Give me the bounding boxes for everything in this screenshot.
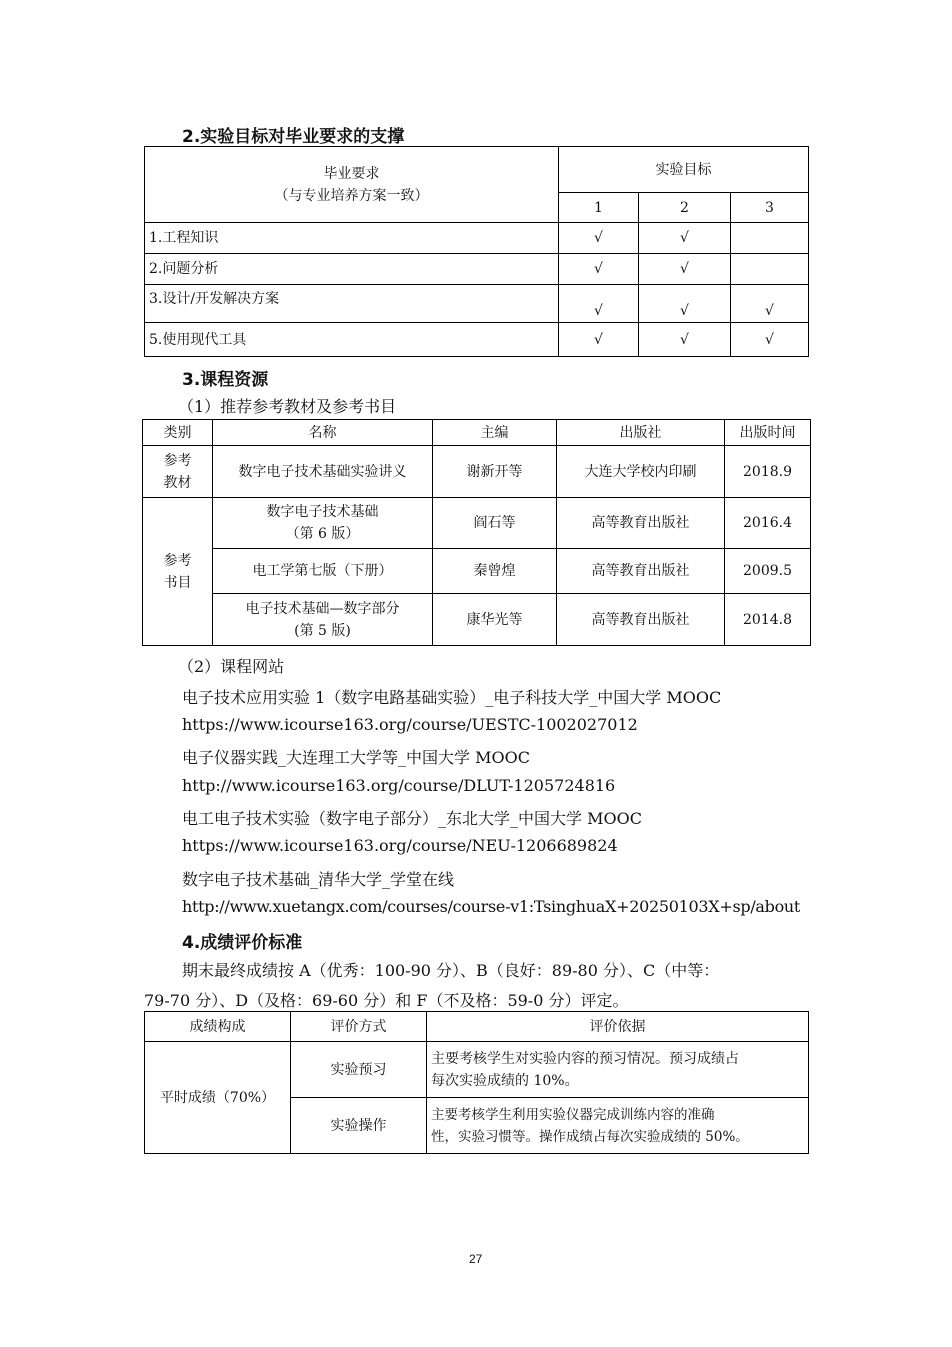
req-header-cell [145,147,559,223]
subsection-websites-title: （2）课程网站 [178,657,285,676]
site-title: 电工电子技术实验（数字电子部分）_东北大学_中国大学 MOOC [182,809,642,828]
req-cell: 1.工程知识 [145,223,559,254]
basis-cell [427,1042,809,1098]
check-cell: √ [639,323,731,357]
check-cell: √ [559,223,639,254]
site-url-link[interactable]: https://www.icourse163.org/course/UESTC-1002027012 [182,715,638,734]
req-cell: 2.问题分析 [145,254,559,285]
check-cell: √ [639,254,731,285]
col-header: 成绩构成 [145,1012,291,1042]
page-number: 27 [469,1252,483,1266]
table-row [145,1042,809,1098]
check-cell: √ [639,285,731,323]
check-cell: √ [559,285,639,323]
year-cell: 2016.4 [725,498,811,549]
basis-line: 性，实验习惯等。操作成绩占每次实验成绩的 50%。 [431,1128,749,1145]
category-line: 参考 [163,552,192,569]
basis-line: 主要考核学生利用实验仪器完成训练内容的准确 [431,1106,715,1123]
table-row [145,323,809,357]
table-row [143,594,811,646]
goal-col-3: 3 [731,193,809,223]
site-url-link[interactable]: http://www.icourse163.org/course/DLUT-1205724816 [182,776,616,795]
table-row [145,223,809,254]
req-cell: 5.使用现代工具 [145,323,559,357]
publisher-cell: 高等教育出版社 [557,549,725,594]
publisher-cell: 高等教育出版社 [557,498,725,549]
book-name-cell: 数字电子技术基础实验讲义 [213,446,433,498]
req-cell: 3.设计/开发解决方案 [145,285,559,323]
book-name-cell [213,594,433,646]
basis-line: 每次实验成绩的 10%。 [431,1072,579,1089]
table-row [145,285,809,323]
table-header-row [145,1012,809,1042]
method-cell: 实验操作 [291,1098,427,1154]
col-header: 类别 [143,420,213,446]
editor-cell: 谢新开等 [433,446,557,498]
goal-header-cell: 实验目标 [559,147,809,193]
editor-cell: 康华光等 [433,594,557,646]
site-title: 数字电子技术基础_清华大学_学堂在线 [182,870,455,889]
year-cell: 2009.5 [725,549,811,594]
category-line: 书目 [163,574,192,591]
table-header-row [143,420,811,446]
grading-paragraph-line2: 79-70 分）、D（及格：69-60 分）和 F（不及格：59-0 分）评定。 [144,991,629,1010]
book-name-line: (第 5 版) [294,622,351,639]
check-cell: √ [559,254,639,285]
book-name-line: 数字电子技术基础 [266,504,379,520]
col-header: 主编 [433,420,557,446]
book-name-cell [213,498,433,549]
table-row [143,549,811,594]
section-2-heading: 2.实验目标对毕业要求的支撑 [182,127,405,147]
year-cell: 2018.9 [725,446,811,498]
goal-col-2: 2 [639,193,731,223]
site-url-link[interactable]: http://www.xuetangx.com/courses/course-v1:TsinghuaX+20250103X+sp/about [182,897,801,916]
col-header: 出版时间 [725,420,811,446]
site-title: 电子仪器实践_大连理工大学等_中国大学 MOOC [182,748,530,767]
check-cell [731,223,809,254]
grading-table [144,1011,809,1154]
editor-cell: 阎石等 [433,498,557,549]
table-row [143,498,811,549]
category-line: 参考 [163,452,192,469]
col-header: 评价方式 [291,1012,427,1042]
col-header: 名称 [213,420,433,446]
book-name-line: 电子技术基础—数字部分 [245,600,400,617]
goal-col-1: 1 [559,193,639,223]
book-name-cell: 电工学第七版（下册） [213,549,433,594]
check-cell: √ [731,285,809,323]
support-matrix-table [144,146,809,357]
subsection-textbooks-title: （1）推荐参考教材及参考书目 [178,397,397,416]
basis-line: 主要考核学生对实验内容的预习情况。预习成绩占 [431,1050,739,1067]
table-row [145,254,809,285]
method-cell: 实验预习 [291,1042,427,1098]
col-header: 出版社 [557,420,725,446]
grading-paragraph-line1: 期末最终成绩按 A（优秀：100-90 分）、B（良好：89-80 分）、C（中等： [182,961,720,980]
category-cell [143,446,213,498]
check-cell: √ [639,223,731,254]
section-3-heading: 3.课程资源 [182,370,269,390]
section-4-heading: 4.成绩评价标准 [182,933,303,953]
year-cell: 2014.8 [725,594,811,646]
check-cell [731,254,809,285]
publisher-cell: 大连大学校内印刷 [557,446,725,498]
category-cell [143,498,213,646]
publisher-cell: 高等教育出版社 [557,594,725,646]
site-title: 电子技术应用实验 1（数字电路基础实验）_电子科技大学_中国大学 MOOC [182,688,722,707]
site-url-link[interactable]: https://www.icourse163.org/course/NEU-1206689824 [182,836,618,855]
component-cell: 平时成绩（70%） [145,1042,291,1154]
req-header-line1: 毕业要求 [323,165,380,182]
check-cell: √ [731,323,809,357]
table-row [143,446,811,498]
check-cell: √ [559,323,639,357]
textbook-table [142,419,811,646]
editor-cell: 秦曾煌 [433,549,557,594]
book-name-line: （第 6 版） [285,526,360,542]
category-line: 教材 [163,474,192,491]
basis-cell [427,1098,809,1154]
req-header-line2: （与专业培养方案一致） [274,187,429,204]
col-header: 评价依据 [427,1012,809,1042]
